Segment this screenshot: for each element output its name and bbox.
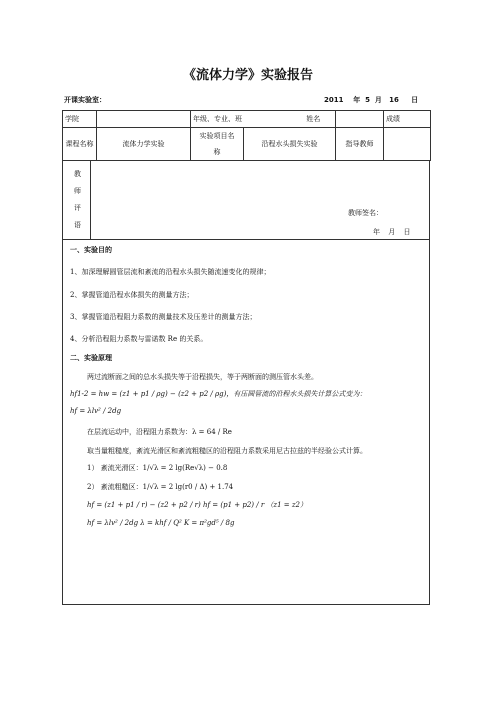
purpose-item: 3、掌握管道沿程阻力系数的测量技术及压差计的测量方法；: [70, 313, 257, 321]
laminar-paragraph: 在层流运动中，沿程阻力系数为：λ = 64 / Re: [87, 428, 232, 436]
report-title: 《流体力学》实验报告: [182, 68, 313, 83]
section-title-principle: 二、实验原理: [70, 354, 112, 362]
principle-paragraph: 两过流断面之间的总水头损失等于沿程损失，等于两断面的测压管水头差。: [87, 373, 318, 381]
header-table: [62, 110, 431, 161]
section-title-purpose: 一、实验目的: [70, 246, 112, 254]
roughness-paragraph: 取当量粗糙度，紊流光滑区和紊流粗糙区的沿程阻力系数采用尼古拉兹的半经验公式计算。: [87, 447, 367, 455]
course-name-label: 课程名称: [63, 128, 97, 161]
course-name-value: 流体力学实验: [97, 128, 191, 161]
teacher-signature-label: 教师签名：: [348, 209, 383, 217]
comment-date: 年 月 日: [373, 228, 411, 236]
name-value[interactable]: [336, 111, 384, 128]
formula-head-loss: hf1-2 = hw = (z1 + p1 / ρg) − (z2 + p2 / ρg)，有压圆管流的沿程水头损失计算公式变为：: [70, 390, 367, 398]
grade-major-class-label: 年级、专业、班 姓名: [191, 111, 336, 128]
project-name-label: 实验项目名 称: [191, 128, 244, 161]
college-label: 学院: [63, 111, 97, 128]
formula-lambda-k: hf = λlv² / 2dg λ = khf / Q² K = π²gd⁵ / 8g: [87, 519, 235, 527]
instructor-value[interactable]: [384, 128, 431, 161]
college-value[interactable]: [97, 111, 191, 128]
comment-label: 教 师 评 语: [65, 160, 91, 240]
report-body: [62, 240, 430, 605]
purpose-item: 2、掌握管道沿程水体损失的测量方法；: [70, 291, 194, 299]
report-date: 2011 年 5 月 16 日: [324, 96, 419, 104]
name-label: 姓名: [306, 115, 321, 123]
formula-rough: 2） 紊流粗糙区：1/√λ = 2 lg(r0 / Δ) + 1.74: [87, 483, 234, 491]
formula-darcy: hf = λlv² / 2dg: [70, 407, 122, 415]
score-label: 成绩: [384, 111, 431, 128]
formula-smooth: 1） 紊流光滑区：1/√λ = 2 lg(Re√λ) − 0.8: [87, 464, 228, 472]
formula-hf-pressure: hf = (z1 + p1 / r) − (z2 + p2 / r) hf = (p1 + p2) / r （z1 = z2）: [87, 501, 308, 509]
instructor-label: 指导教师: [336, 128, 384, 161]
purpose-item: 1、加深理解圆管层流和紊流的沿程水头损失随流速变化的规律；: [70, 268, 271, 276]
project-name-value: 沿程水头损失实验: [244, 128, 336, 161]
lab-label: 开课实验室：: [64, 96, 106, 104]
teacher-comment-box: [62, 160, 430, 240]
purpose-item: 4、分析沿程阻力系数与雷诺数 Re 的关系。: [70, 335, 208, 343]
